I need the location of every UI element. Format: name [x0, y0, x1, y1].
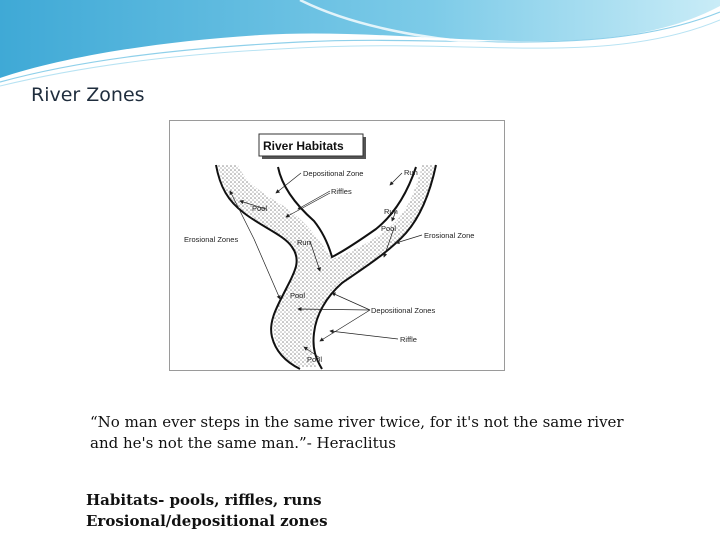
- header-swoosh: [0, 0, 720, 90]
- key-point-zones: Erosional/depositional zones: [86, 512, 328, 530]
- label-riffles: Riffles: [331, 187, 352, 196]
- key-points: [86, 490, 486, 532]
- label-pool-right: Pool: [381, 224, 397, 233]
- label-erosional-zone-right: Erosional Zone: [424, 231, 475, 240]
- heraclitus-quote: “No man ever steps in the same river twice, for it's not the same river and he's not the same man.”- Heraclitus: [90, 413, 624, 452]
- label-depositional-zones-bottom: Depositional Zones: [371, 306, 436, 315]
- label-pool-center: Pool: [290, 291, 306, 300]
- label-run-mid-right: Run: [384, 207, 398, 216]
- label-erosional-zones-left: Erosional Zones: [184, 235, 239, 244]
- label-pool-left: Pool: [252, 204, 268, 213]
- key-point-habitats: Habitats- pools, riffles, runs: [86, 491, 322, 509]
- slide-title: River Zones: [31, 84, 145, 106]
- diagram-heading: River Habitats: [263, 139, 344, 153]
- river-habitats-diagram: [169, 120, 505, 371]
- label-run-center: Run: [297, 238, 311, 247]
- label-riffle-bottom: Riffle: [400, 335, 417, 344]
- label-depositional-zone-top: Depositional Zone: [303, 169, 364, 178]
- label-pool-bottom: Pool: [307, 355, 323, 364]
- label-run-top: Run: [404, 168, 418, 177]
